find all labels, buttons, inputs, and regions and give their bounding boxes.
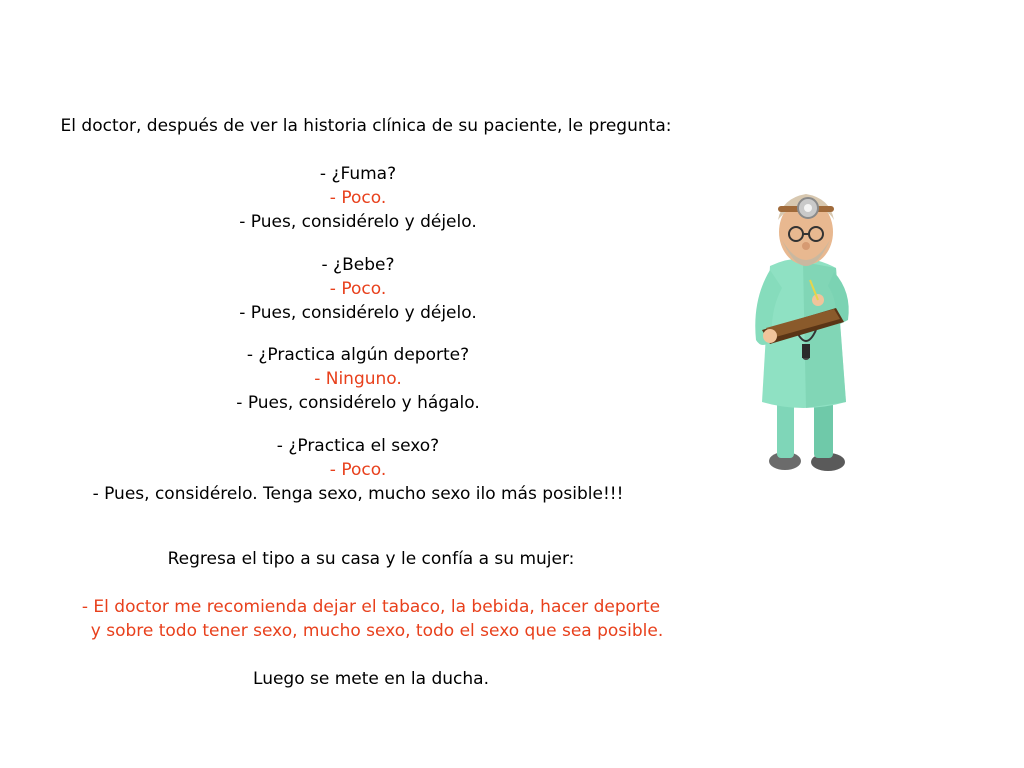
answer-sex: - Poco. xyxy=(329,460,387,480)
question-sex: - ¿Practica el sexo? xyxy=(276,436,440,456)
advice-sport: - Pues, considérelo y hágalo. xyxy=(236,393,480,413)
advice-sex: - Pues, considérelo. Tenga sexo, mucho sexo ilo más posible!!! xyxy=(92,484,624,504)
answer-drink: - Poco. xyxy=(329,279,387,299)
advice-smoke: - Pues, considérelo y déjelo. xyxy=(239,212,477,232)
answer-sport: - Ninguno. xyxy=(314,369,402,389)
answer-smoke: - Poco. xyxy=(329,188,387,208)
question-sport: - ¿Practica algún deporte? xyxy=(246,345,470,365)
wife-quote-line-2: y sobre todo tener sexo, mucho sexo, todo el sexo que sea posible. xyxy=(90,621,664,641)
intro-text: El doctor, después de ver la historia clínica de su paciente, le pregunta: xyxy=(60,116,672,136)
doctor-illustration xyxy=(748,180,858,478)
question-drink: - ¿Bebe? xyxy=(321,255,395,275)
narration-text: Regresa el tipo a su casa y le confía a su mujer: xyxy=(167,549,575,569)
ending-text: Luego se mete en la ducha. xyxy=(253,669,489,689)
question-smoke: - ¿Fuma? xyxy=(319,164,397,184)
advice-drink: - Pues, considérelo y déjelo. xyxy=(239,303,477,323)
wife-quote-line-1: - El doctor me recomienda dejar el tabaco, la bebida, hacer deporte xyxy=(81,597,661,617)
